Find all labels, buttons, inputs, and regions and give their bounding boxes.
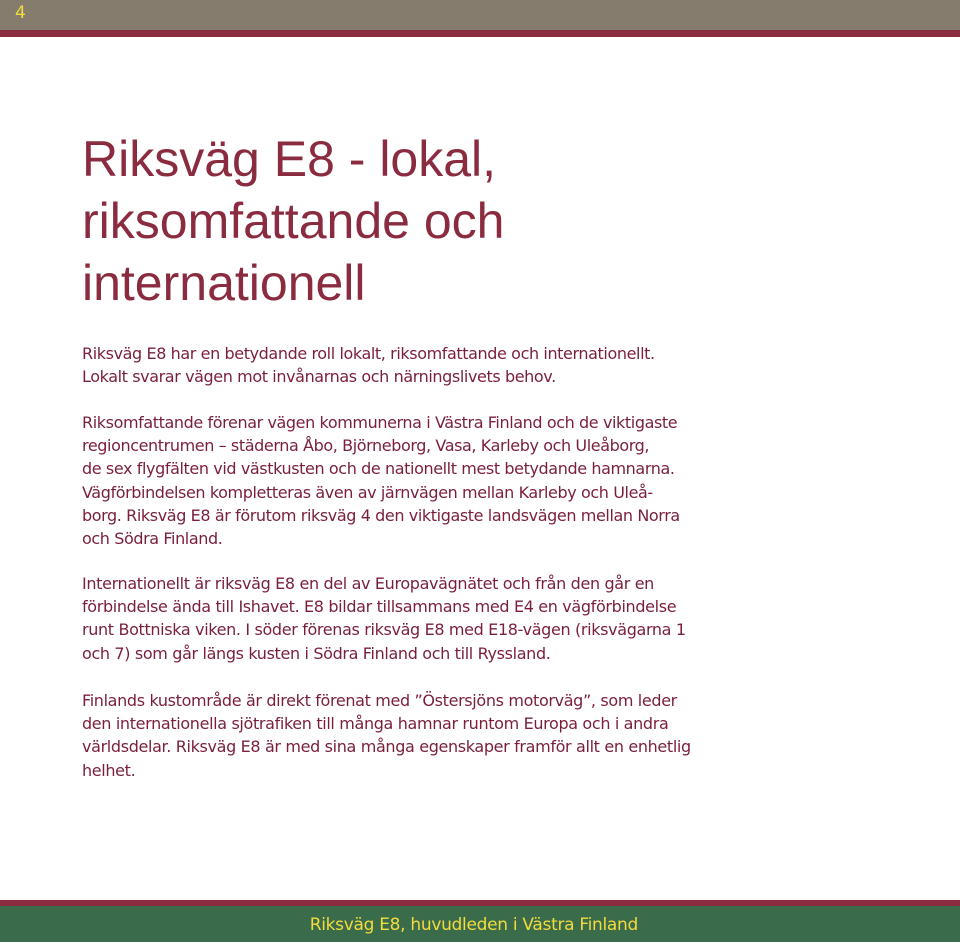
title-line: riksomfattande och	[82, 193, 505, 249]
text-line: världsdelar. Riksväg E8 är med sina många egenskaper framför allt en enhetlig	[82, 737, 691, 757]
paragraph-national	[82, 411, 722, 550]
text-line: de sex flygfälten vid västkusten och de nationellt mest betydande hamnarna.	[82, 459, 675, 479]
paragraph-coast	[82, 689, 722, 782]
title-line: Riksväg E8 - lokal,	[82, 131, 497, 187]
text-line: helhet.	[82, 760, 136, 780]
paragraph-intro	[82, 342, 722, 388]
text-line: och 7) som går längs kusten i Södra Finland och till Ryssland.	[82, 643, 551, 663]
text-line: borg. Riksväg E8 är förutom riksväg 4 den viktigaste landsvägen mellan Norra	[82, 505, 680, 525]
text-line: förbindelse ända till Ishavet. E8 bildar tillsammans med E4 en vägförbindelse	[82, 597, 677, 617]
text-line: Vägförbindelsen kompletteras även av järnvägen mellan Karleby och Uleå-	[82, 482, 653, 502]
text-line: regioncentrumen – städerna Åbo, Björneborg, Vasa, Karleby och Uleåborg,	[82, 436, 650, 456]
page-title	[82, 128, 504, 314]
header-accent-stripe	[0, 30, 960, 37]
header-band	[0, 0, 960, 30]
text-line: Internationellt är riksväg E8 en del av Europavägnätet och från den går en	[82, 574, 654, 593]
text-line: och Södra Finland.	[82, 529, 223, 549]
text-line: Lokalt svarar vägen mot invånarnas och närningslivets behov.	[82, 367, 556, 387]
paragraph-international	[82, 572, 722, 665]
text-line: Finlands kustområde är direkt förenat med ”Östersjöns motorväg”, som leder	[82, 691, 677, 710]
text-line: runt Bottniska viken. I söder förenas riksväg E8 med E18-vägen (riksvägarna 1	[82, 620, 686, 640]
text-line: den internationella sjötrafiken till många hamnar runtom Europa och i andra	[82, 714, 669, 734]
footer-title: Riksväg E8, huvudleden i Västra Finland	[309, 915, 638, 935]
text-line: Riksomfattande förenar vägen kommunerna i Västra Finland och de viktigaste	[82, 413, 678, 432]
title-line: internationell	[82, 255, 366, 311]
text-line: Riksväg E8 har en betydande roll lokalt, riksomfattande och internationellt.	[82, 344, 655, 363]
page-number: 4	[15, 3, 26, 23]
